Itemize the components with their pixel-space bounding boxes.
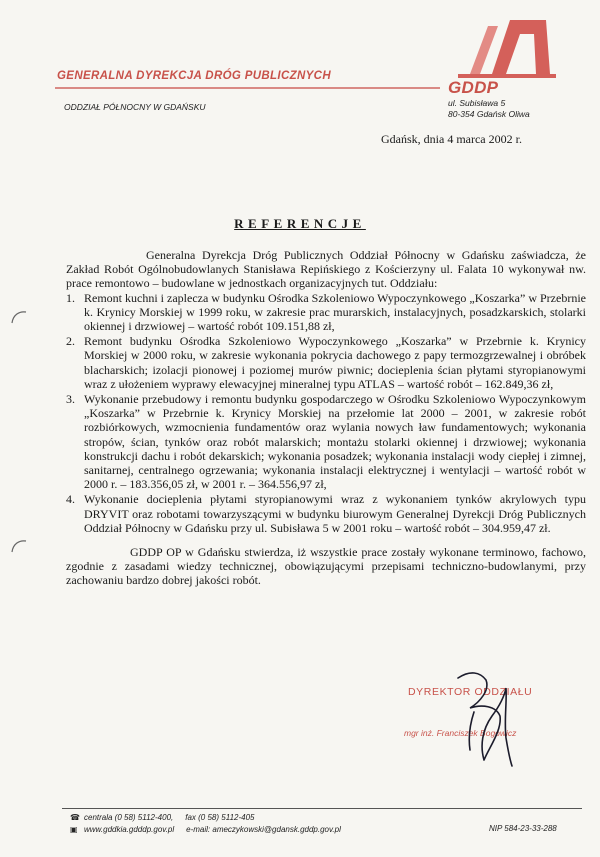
intro-paragraph: Generalna Dyrekcja Dróg Publicznych Oddział Północny w Gdańsku zaświadcza, że Zakład Robót Ogólnobudowlanych Stanisława Repińskiego z Kościerzyny ul. Falata 10 wykonywał nw. prace remontowo – budowlane w jednostkach organizacyjnych tut. Oddziału: — [66, 248, 586, 291]
letter-body — [66, 248, 586, 588]
item-text: Wykonanie docieplenia płytami styropianowymi wraz z wykonaniem tynków akrylowych typu DRYVIT oraz robotami towarzyszącymi w budynku biurowym Generalnej Dyrekcji Dróg Publicznych Oddział Północny w Gdańsku przy ul. Subisława 5 w 2001 roku – wartość robót – 304.959,47 zł. — [84, 492, 586, 535]
list-item — [66, 334, 586, 391]
phone-number: centrala (0 58) 5112-400, — [84, 813, 174, 822]
branch-name: ODDZIAŁ PÓŁNOCNY W GDAŃSKU — [64, 102, 206, 112]
tax-id: NIP 584-23-33-288 — [489, 824, 557, 833]
signatory-name: mgr inż. Franciszek Bogowicz — [404, 728, 517, 738]
email-link[interactable]: e-mail: ameczykowski@gdansk.gddp.gov.pl — [186, 825, 341, 834]
header-rule — [55, 87, 440, 89]
handwritten-signature-icon — [440, 650, 530, 770]
punch-hole-icon — [9, 536, 31, 558]
works-list — [66, 291, 586, 535]
closing-paragraph: GDDP OP w Gdańsku stwierdza, iż wszystkie prace zostały wykonane terminowo, fachowo, zgodnie z zasadami wiedzy technicznej, obowiązującymi przepisami techniczno-budowlanymi, przy zachowaniu bardzo dobrej jakości robót. — [66, 545, 586, 588]
punch-hole-icon — [9, 307, 31, 329]
footer-web-row — [70, 824, 341, 836]
document-title: REFERENCJE — [234, 216, 366, 231]
item-number: 2. — [66, 334, 75, 349]
address-line: ul. Subisława 5 — [448, 98, 506, 108]
address-line: 80-354 Gdańsk Oliwa — [448, 109, 530, 119]
item-number: 3. — [66, 392, 75, 407]
web-icon: ▣ — [70, 825, 78, 834]
item-text: Wykonanie przebudowy i remontu budynku gospodarczego w Ośrodku Szkoleniowo Wypoczynkowym „Koszarka” w Przebrnie k. Krynicy Morskiej na przełomie lat 2000 – 2001, w zakresie robót rozbiórkowych, wzmocnienia fundamentów oraz wylania nowych ław fundamentowych; wykonania stropów, ścian, tynków oraz robót malarskich; montażu stolarki okiennej i drzwiowej; wykonania konstrukcji dachu i robót dekarskich; wykonania posadzek; wykonania instalacji wody ciepłej i zimnej, sanitarnej, centralnego ogrzewania; wykonania instalacji elektrycznej i wentylacji – wartość robót w 2000 r. – 183.356,05 zł, w 2001 r. – 364.556,97 zł, — [84, 392, 586, 492]
footer-contact-row — [70, 812, 341, 824]
footer — [70, 812, 341, 836]
signatory-title: DYREKTOR ODDZIAŁU — [408, 686, 533, 698]
item-number: 1. — [66, 290, 75, 305]
item-text: Remont budynku Ośrodka Szkoleniowo Wypoczynkowego „Koszarka” w Przebrnie k. Krynicy Morskiej w 2000 roku, w zakresie wykonania pokrycia dachowego z papy termozgrzewalnej i obróbek blacharskich; izolacji pionowej i poziomej murów piwnic; docieplenia ścian płytami styropianowymi wraz z ułożeniem wyprawy elewacyjnej mineralnej typu ATLAS – wartość robót – 162.849,36 zł, — [84, 334, 586, 391]
item-text: Remont kuchni i zaplecza w budynku Ośrodka Szkoleniowo Wypoczynkowego „Koszarka” w Przebrnie k. Krynicy Morskiej w 1999 roku, w zakresie prac murarskich, instalacyjnych, posadzkarskich, stolarki okiennej i drzwiowej – wartość robót 109.151,88 zł, — [84, 290, 586, 334]
organization-name: GENERALNA DYREKCJA DRÓG PUBLICZNYCH — [57, 70, 331, 82]
fax-number: fax (0 58) 5112-405 — [185, 813, 255, 822]
date-line: Gdańsk, dnia 4 marca 2002 r. — [381, 132, 522, 146]
list-item — [66, 392, 586, 491]
list-item — [66, 492, 586, 535]
website-link[interactable]: www.gddkia.gdddp.gov.pl — [84, 825, 175, 834]
phone-icon: ☎ — [70, 813, 80, 822]
address-block — [448, 98, 530, 120]
item-number: 4. — [66, 492, 75, 507]
list-item — [66, 291, 586, 334]
logo-text: GDDP — [448, 78, 499, 97]
footer-rule — [62, 808, 582, 809]
